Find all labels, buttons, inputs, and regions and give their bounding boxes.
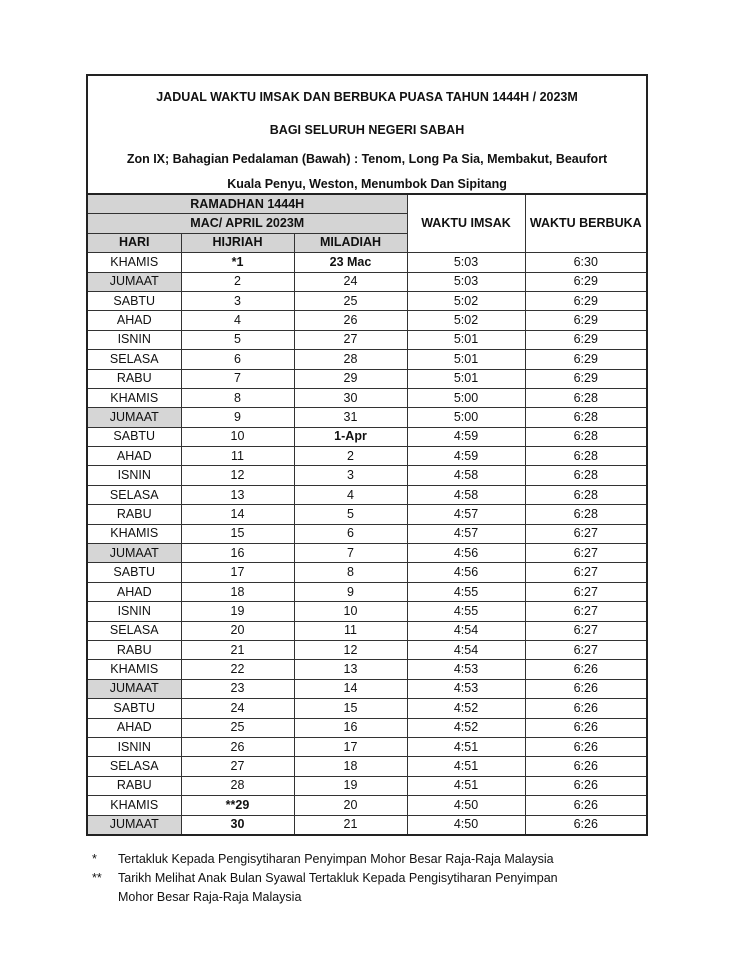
footnote [92,869,652,907]
berbuka-cell: 6:29 [525,350,647,369]
miladiah-cell: 19 [294,776,407,795]
table-row [87,427,647,446]
miladiah-cell: 18 [294,757,407,776]
day-cell: SELASA [87,621,181,640]
berbuka-cell: 6:28 [525,408,647,427]
footnote-mark: * [92,852,97,866]
imsak-cell: 5:03 [407,272,525,291]
day-cell: KHAMIS [87,796,181,815]
miladiah-cell: 1-Apr [294,427,407,446]
berbuka-cell: 6:29 [525,291,647,310]
day-cell: JUMAAT [87,408,181,427]
berbuka-cell: 6:29 [525,330,647,349]
berbuka-cell: 6:30 [525,253,647,272]
miladiah-cell: 20 [294,796,407,815]
day-cell: RABU [87,776,181,795]
day-cell: AHAD [87,582,181,601]
miladiah-column-header: MILADIAH [294,233,407,252]
table-row [87,447,647,466]
table-row [87,640,647,659]
hijri-cell: 8 [181,388,294,407]
hijri-cell: 13 [181,485,294,504]
imsak-cell: 4:52 [407,718,525,737]
imsak-cell: 5:00 [407,388,525,407]
miladiah-cell: 31 [294,408,407,427]
miladiah-cell: 28 [294,350,407,369]
miladiah-cell: 17 [294,737,407,756]
hijri-cell: 23 [181,679,294,698]
table-row [87,796,647,815]
footnote-text [118,850,652,869]
day-cell: SABTU [87,563,181,582]
ramadhan-header: RAMADHAN 1444H [87,194,407,214]
miladiah-cell: 5 [294,505,407,524]
miladiah-cell: 13 [294,660,407,679]
imsak-cell: 4:50 [407,815,525,835]
page-title: JADUAL WAKTU IMSAK DAN BERBUKA PUASA TAHUN 1444H / 2023M [156,90,578,104]
imsak-cell: 5:01 [407,350,525,369]
day-cell: ISNIN [87,602,181,621]
day-cell: SABTU [87,291,181,310]
day-cell: SABTU [87,427,181,446]
table-row [87,699,647,718]
imsak-column-header: WAKTU IMSAK [407,194,525,253]
berbuka-cell: 6:28 [525,388,647,407]
berbuka-cell: 6:26 [525,796,647,815]
month-header: MAC/ APRIL 2023M [87,214,407,233]
day-cell: SELASA [87,350,181,369]
day-cell: SELASA [87,757,181,776]
berbuka-cell: 6:28 [525,447,647,466]
day-cell: AHAD [87,718,181,737]
berbuka-cell: 6:26 [525,679,647,698]
berbuka-cell: 6:26 [525,776,647,795]
berbuka-cell: 6:26 [525,699,647,718]
table-row [87,330,647,349]
zone-line-1: Zon IX; Bahagian Pedalaman (Bawah) : Tenom, Long Pa Sia, Membakut, Beaufort [126,152,608,166]
table-row [87,369,647,388]
table-row [87,544,647,563]
imsak-cell: 5:02 [407,311,525,330]
footnote-text [118,869,652,907]
miladiah-cell: 21 [294,815,407,835]
footnote-mark: ** [92,871,102,885]
berbuka-cell: 6:27 [525,640,647,659]
table-row [87,660,647,679]
hijri-cell: 30 [181,815,294,835]
imsak-cell: 4:55 [407,582,525,601]
berbuka-cell: 6:29 [525,311,647,330]
berbuka-column-header: WAKTU BERBUKA [525,194,647,253]
miladiah-cell: 14 [294,679,407,698]
hijri-cell: 11 [181,447,294,466]
berbuka-cell: 6:28 [525,485,647,504]
schedule-sheet [86,74,646,836]
miladiah-cell: 2 [294,447,407,466]
table-row [87,485,647,504]
miladiah-cell: 3 [294,466,407,485]
day-cell: ISNIN [87,737,181,756]
day-cell: JUMAAT [87,544,181,563]
day-cell: ISNIN [87,466,181,485]
miladiah-cell: 9 [294,582,407,601]
hijri-cell: 7 [181,369,294,388]
day-cell: RABU [87,369,181,388]
table-row [87,776,647,795]
hari-column-header: HARI [87,233,181,252]
day-cell: JUMAAT [87,272,181,291]
berbuka-cell: 6:27 [525,602,647,621]
berbuka-cell: 6:27 [525,544,647,563]
berbuka-cell: 6:26 [525,718,647,737]
hijri-cell: 20 [181,621,294,640]
table-row [87,563,647,582]
hijri-cell: 27 [181,757,294,776]
miladiah-cell: 6 [294,524,407,543]
berbuka-cell: 6:27 [525,563,647,582]
footnote [92,850,652,869]
table-row [87,388,647,407]
table-row [87,505,647,524]
imsak-cell: 4:56 [407,563,525,582]
imsak-cell: 4:55 [407,602,525,621]
table-row [87,272,647,291]
table-row [87,757,647,776]
imsak-cell: 5:02 [407,291,525,310]
day-cell: SABTU [87,699,181,718]
imsak-cell: 4:59 [407,427,525,446]
hijri-cell: 5 [181,330,294,349]
day-cell: JUMAAT [87,815,181,835]
berbuka-cell: 6:27 [525,582,647,601]
table-row [87,524,647,543]
imsak-cell: 4:51 [407,737,525,756]
day-cell: ISNIN [87,330,181,349]
miladiah-cell: 15 [294,699,407,718]
imsak-cell: 4:54 [407,621,525,640]
miladiah-cell: 23 Mac [294,253,407,272]
hijri-cell: 9 [181,408,294,427]
hijriah-column-header: HIJRIAH [181,233,294,252]
day-cell: AHAD [87,447,181,466]
hijri-cell: 26 [181,737,294,756]
table-row [87,350,647,369]
title-block [87,75,647,194]
miladiah-cell: 27 [294,330,407,349]
table-row [87,718,647,737]
table-row [87,679,647,698]
table-row [87,253,647,272]
hijri-cell: 4 [181,311,294,330]
table-row [87,602,647,621]
day-cell: KHAMIS [87,253,181,272]
imsak-cell: 4:54 [407,640,525,659]
imsak-cell: 4:52 [407,699,525,718]
day-cell: KHAMIS [87,524,181,543]
hijri-cell: 24 [181,699,294,718]
imsak-cell: 5:00 [407,408,525,427]
berbuka-cell: 6:28 [525,505,647,524]
imsak-cell: 4:56 [407,544,525,563]
zone-line-2: Kuala Penyu, Weston, Menumbok Dan Sipitang [227,177,507,191]
miladiah-cell: 11 [294,621,407,640]
berbuka-cell: 6:26 [525,815,647,835]
hijri-cell: *1 [181,253,294,272]
miladiah-cell: 7 [294,544,407,563]
footnotes [92,850,652,907]
imsak-cell: 4:57 [407,524,525,543]
imsak-cell: 5:03 [407,253,525,272]
hijri-cell: 3 [181,291,294,310]
day-cell: AHAD [87,311,181,330]
berbuka-cell: 6:29 [525,272,647,291]
berbuka-cell: 6:26 [525,660,647,679]
footnote-line: Mohor Besar Raja-Raja Malaysia [118,890,302,904]
miladiah-cell: 4 [294,485,407,504]
hijri-cell: 25 [181,718,294,737]
berbuka-cell: 6:28 [525,466,647,485]
timetable [86,74,648,836]
table-row [87,621,647,640]
imsak-cell: 5:01 [407,330,525,349]
berbuka-cell: 6:29 [525,369,647,388]
imsak-cell: 4:53 [407,679,525,698]
table-row [87,737,647,756]
hijri-cell: 28 [181,776,294,795]
footnote-line: Tarikh Melihat Anak Bulan Syawal Tertakluk Kepada Pengisytiharan Penyimpan [118,871,558,885]
miladiah-cell: 26 [294,311,407,330]
hijri-cell: 21 [181,640,294,659]
hijri-cell: 6 [181,350,294,369]
miladiah-cell: 8 [294,563,407,582]
table-row [87,291,647,310]
berbuka-cell: 6:28 [525,427,647,446]
imsak-cell: 4:53 [407,660,525,679]
table-row [87,311,647,330]
berbuka-cell: 6:26 [525,757,647,776]
day-cell: RABU [87,640,181,659]
hijri-cell: 15 [181,524,294,543]
hijri-cell: 19 [181,602,294,621]
hijri-cell: 17 [181,563,294,582]
miladiah-cell: 12 [294,640,407,659]
miladiah-cell: 24 [294,272,407,291]
hijri-cell: 2 [181,272,294,291]
imsak-cell: 4:50 [407,796,525,815]
imsak-cell: 4:51 [407,757,525,776]
table-row [87,408,647,427]
day-cell: RABU [87,505,181,524]
day-cell: KHAMIS [87,660,181,679]
imsak-cell: 4:51 [407,776,525,795]
page-subtitle: BAGI SELURUH NEGERI SABAH [269,123,465,137]
miladiah-cell: 16 [294,718,407,737]
miladiah-cell: 10 [294,602,407,621]
table-row [87,815,647,835]
hijri-cell: 16 [181,544,294,563]
hijri-cell: 18 [181,582,294,601]
berbuka-cell: 6:26 [525,737,647,756]
hijri-cell: 22 [181,660,294,679]
berbuka-cell: 6:27 [525,621,647,640]
table-row [87,582,647,601]
imsak-cell: 4:57 [407,505,525,524]
imsak-cell: 5:01 [407,369,525,388]
hijri-cell: 14 [181,505,294,524]
imsak-cell: 4:58 [407,466,525,485]
day-cell: KHAMIS [87,388,181,407]
imsak-cell: 4:58 [407,485,525,504]
imsak-cell: 4:59 [407,447,525,466]
miladiah-cell: 29 [294,369,407,388]
footnote-line: Tertakluk Kepada Pengisytiharan Penyimpan Mohor Besar Raja-Raja Malaysia [118,852,554,866]
day-cell: SELASA [87,485,181,504]
berbuka-cell: 6:27 [525,524,647,543]
miladiah-cell: 25 [294,291,407,310]
day-cell: JUMAAT [87,679,181,698]
table-row [87,466,647,485]
miladiah-cell: 30 [294,388,407,407]
hijri-cell: 10 [181,427,294,446]
hijri-cell: 12 [181,466,294,485]
hijri-cell: **29 [181,796,294,815]
